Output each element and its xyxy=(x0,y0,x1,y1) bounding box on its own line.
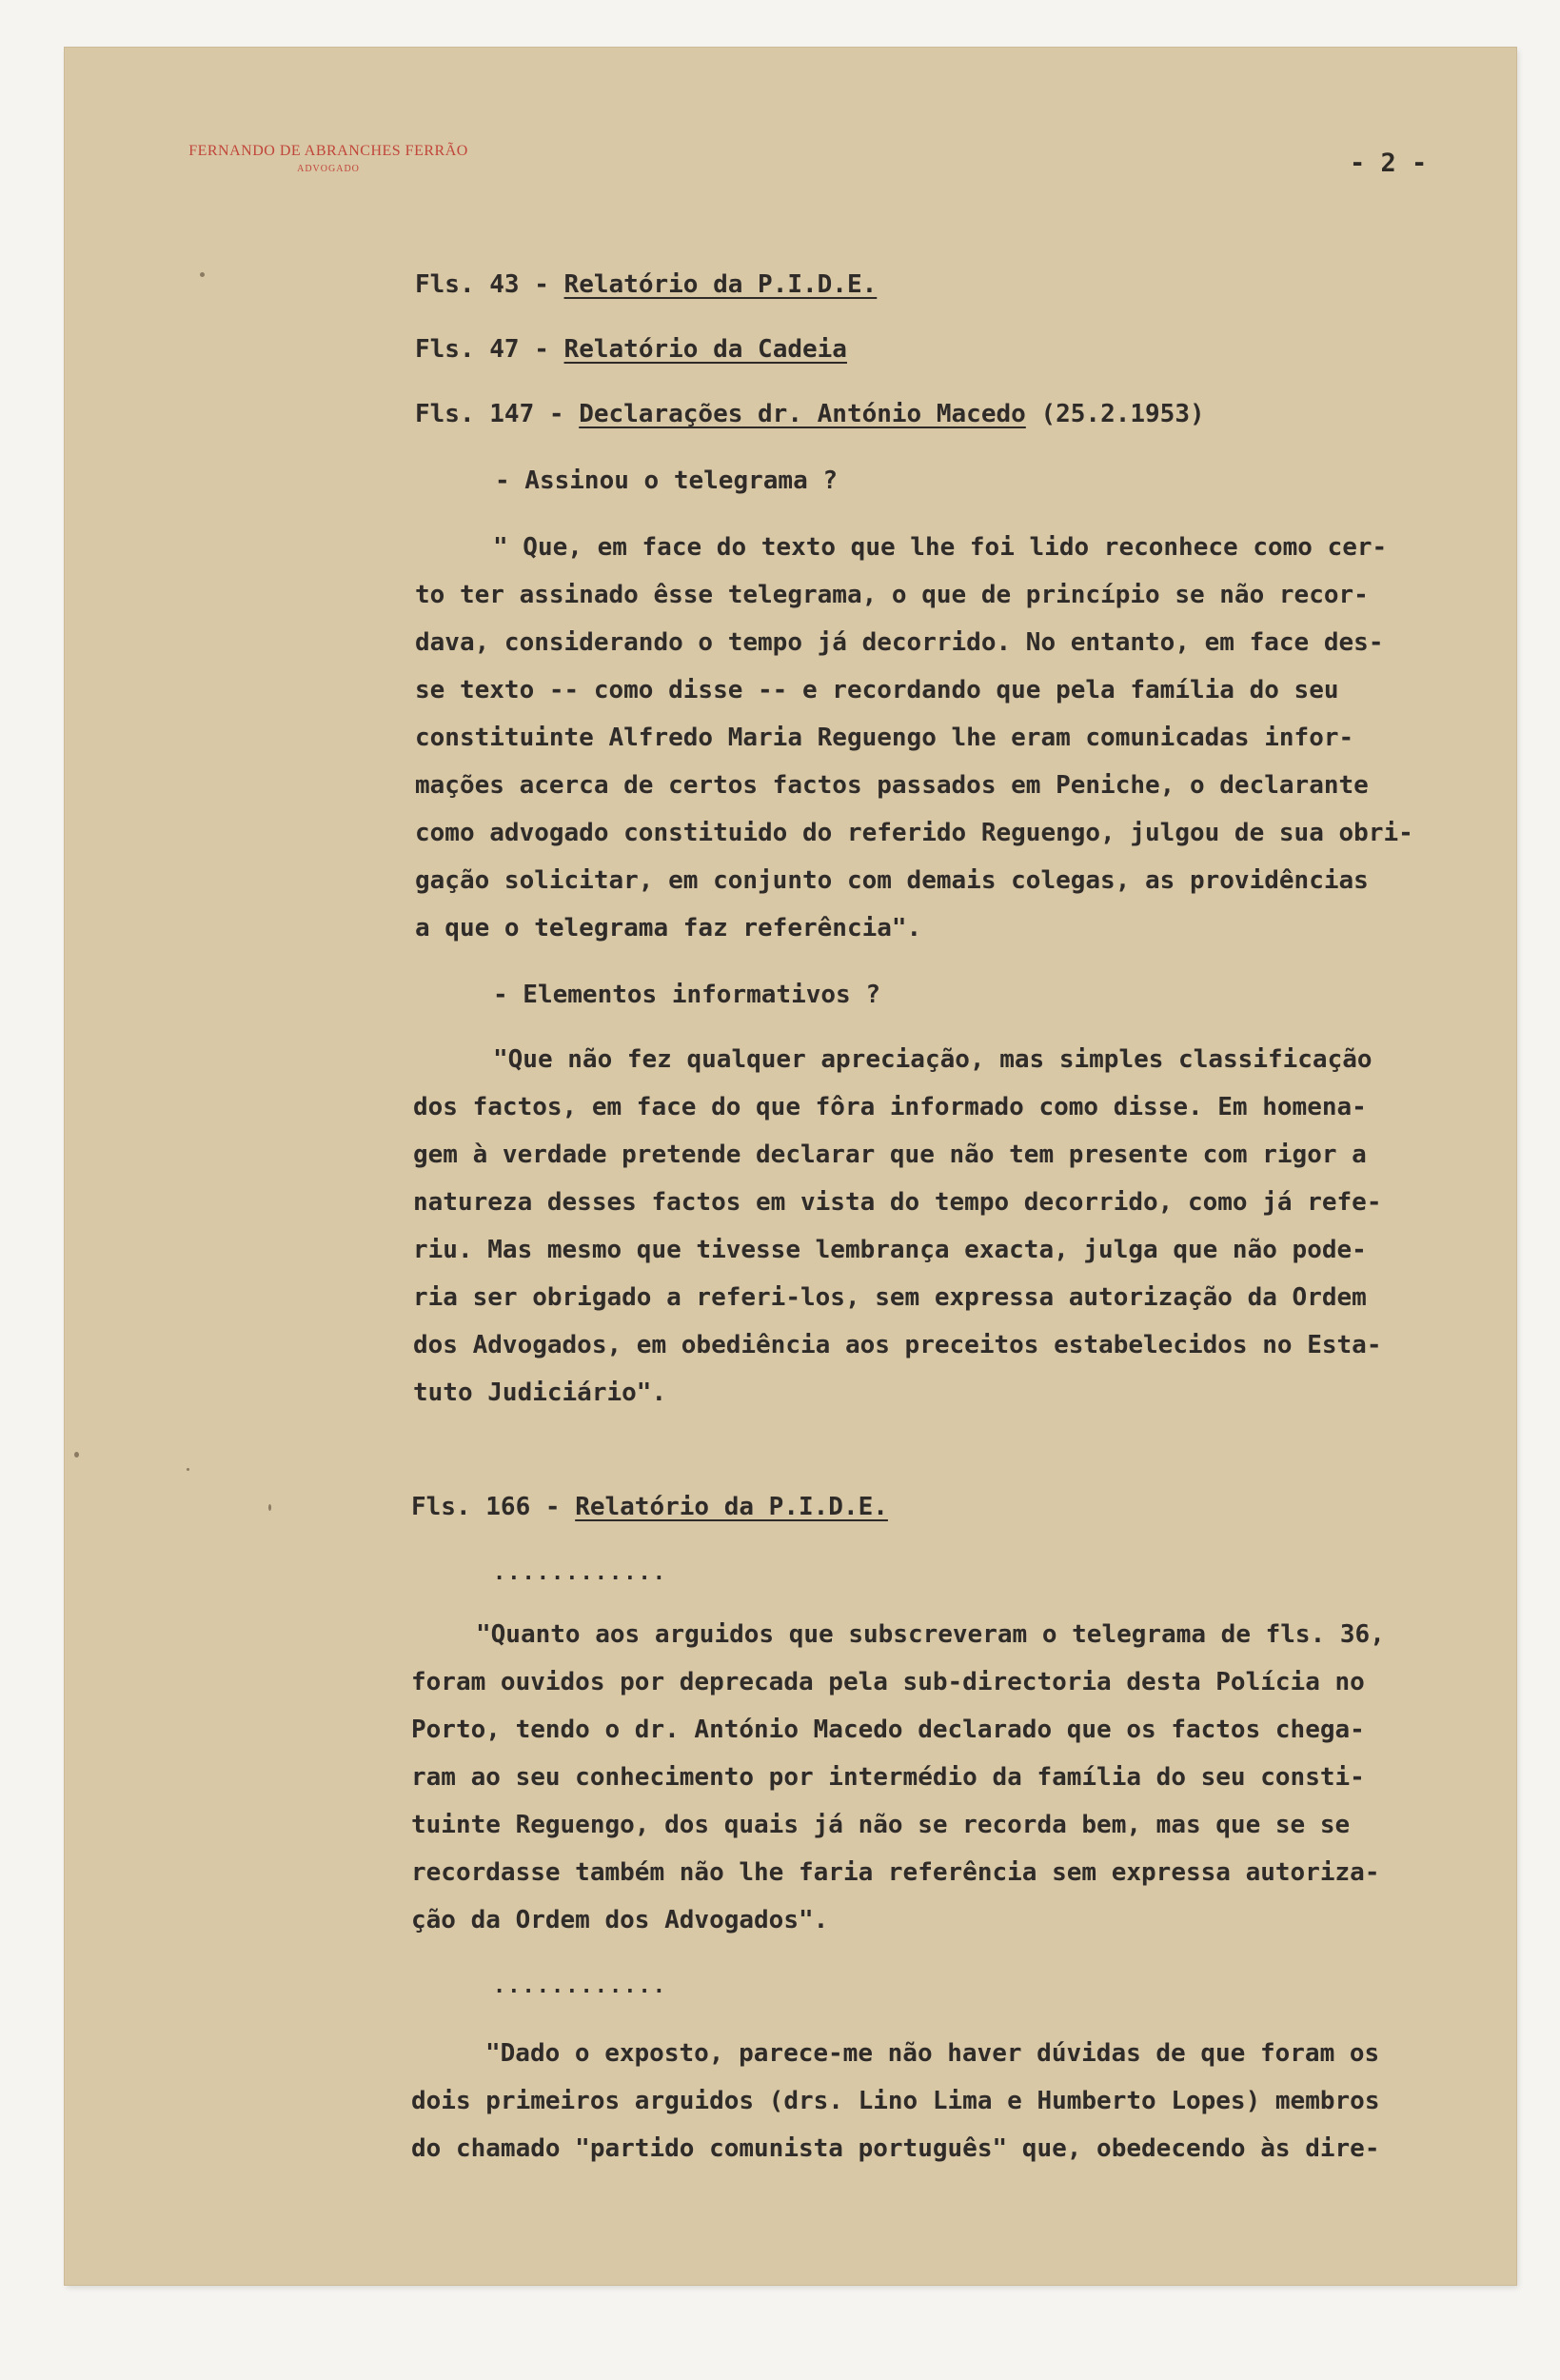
reference-prefix: Fls. 147 - xyxy=(415,400,580,428)
text-line: dos factos, em face do que fôra informado como disse. Em homena- xyxy=(413,1093,1367,1121)
reference-line xyxy=(415,400,1205,428)
text-line: to ter assinado êsse telegrama, o que de princípio se não recor- xyxy=(415,581,1369,609)
ellipsis-separator: ............ xyxy=(493,1561,667,1585)
text-line: foram ouvidos por deprecada pela sub-directoria desta Polícia no xyxy=(411,1668,1365,1696)
text-line: se texto -- como disse -- e recordando que pela família do seu xyxy=(415,676,1339,704)
text-line: "Que não fez qualquer apreciação, mas simples classificação xyxy=(493,1045,1372,1074)
page-number: - 2 - xyxy=(1350,149,1428,178)
letterhead-title: ADVOGADO xyxy=(297,164,360,174)
text-line: recordasse também não lhe faria referência sem expressa autoriza- xyxy=(411,1858,1380,1887)
paper-speck xyxy=(268,1504,271,1511)
reference-title: Declarações dr. António Macedo xyxy=(579,400,1026,428)
text-line: dos Advogados, em obediência aos preceitos estabelecidos no Esta- xyxy=(413,1331,1382,1359)
reference-date: (25.2.1953) xyxy=(1025,400,1205,428)
reference-prefix: Fls. 43 - xyxy=(415,270,564,299)
paper-speck xyxy=(74,1452,79,1458)
text-line: "Quanto aos arguidos que subscreveram o telegrama de fls. 36, xyxy=(476,1620,1385,1649)
text-line: ria ser obrigado a referi-los, sem expressa autorização da Ordem xyxy=(413,1283,1367,1312)
paper-speck xyxy=(200,272,205,277)
text-line: ram ao seu conhecimento por intermédio da família do seu consti- xyxy=(411,1763,1365,1792)
text-line: tuto Judiciário". xyxy=(413,1378,667,1407)
reference-prefix: Fls. 166 - xyxy=(411,1493,576,1521)
reference-line xyxy=(411,1493,888,1521)
text-line: gação solicitar, em conjunto com demais colegas, as providências xyxy=(415,866,1369,895)
reference-title: Relatório da P.I.D.E. xyxy=(575,1493,888,1521)
reference-title: Relatório da Cadeia xyxy=(563,335,847,364)
text-line: natureza desses factos em vista do tempo decorrido, como já refe- xyxy=(413,1188,1382,1217)
ellipsis-separator: ............ xyxy=(493,1974,667,1998)
text-line: a que o telegrama faz referência". xyxy=(415,914,922,942)
text-line: tuinte Reguengo, dos quais já não se recorda bem, mas que se se xyxy=(411,1811,1351,1839)
text-line: " Que, em face do texto que lhe foi lido reconhece como cer- xyxy=(493,533,1388,562)
text-line: do chamado "partido comunista português" que, obedecendo às dire- xyxy=(411,2134,1380,2163)
text-line: como advogado constituido do referido Reguengo, julgou de sua obri- xyxy=(415,819,1413,847)
reference-title: Relatório da P.I.D.E. xyxy=(563,270,878,299)
letterhead-name: FERNANDO DE ABRANCHES FERRÃO xyxy=(188,143,468,159)
text-line: dava, considerando o tempo já decorrido. No entanto, em face des- xyxy=(415,628,1384,657)
text-line: Porto, tendo o dr. António Macedo declarado que os factos chega- xyxy=(411,1716,1365,1744)
text-line: constituinte Alfredo Maria Reguengo lhe eram comunicadas infor- xyxy=(415,724,1354,752)
reference-line xyxy=(415,335,847,364)
text-line: dois primeiros arguidos (drs. Lino Lima e Humberto Lopes) membros xyxy=(411,2087,1380,2115)
question-heading: - Assinou o telegrama ? xyxy=(495,466,839,495)
question-heading: - Elementos informativos ? xyxy=(493,981,880,1009)
text-line: "Dado o exposto, parece-me não haver dúvidas de que foram os xyxy=(485,2039,1380,2068)
letterhead xyxy=(109,143,547,174)
text-line: gem à verdade pretende declarar que não tem presente com rigor a xyxy=(413,1140,1367,1169)
text-line: riu. Mas mesmo que tivesse lembrança exacta, julga que não pode- xyxy=(413,1236,1367,1264)
paper-speck xyxy=(187,1468,189,1471)
reference-line xyxy=(415,270,877,299)
text-line: ção da Ordem dos Advogados". xyxy=(411,1906,829,1934)
reference-prefix: Fls. 47 - xyxy=(415,335,564,364)
text-line: mações acerca de certos factos passados em Peniche, o declarante xyxy=(415,771,1369,800)
